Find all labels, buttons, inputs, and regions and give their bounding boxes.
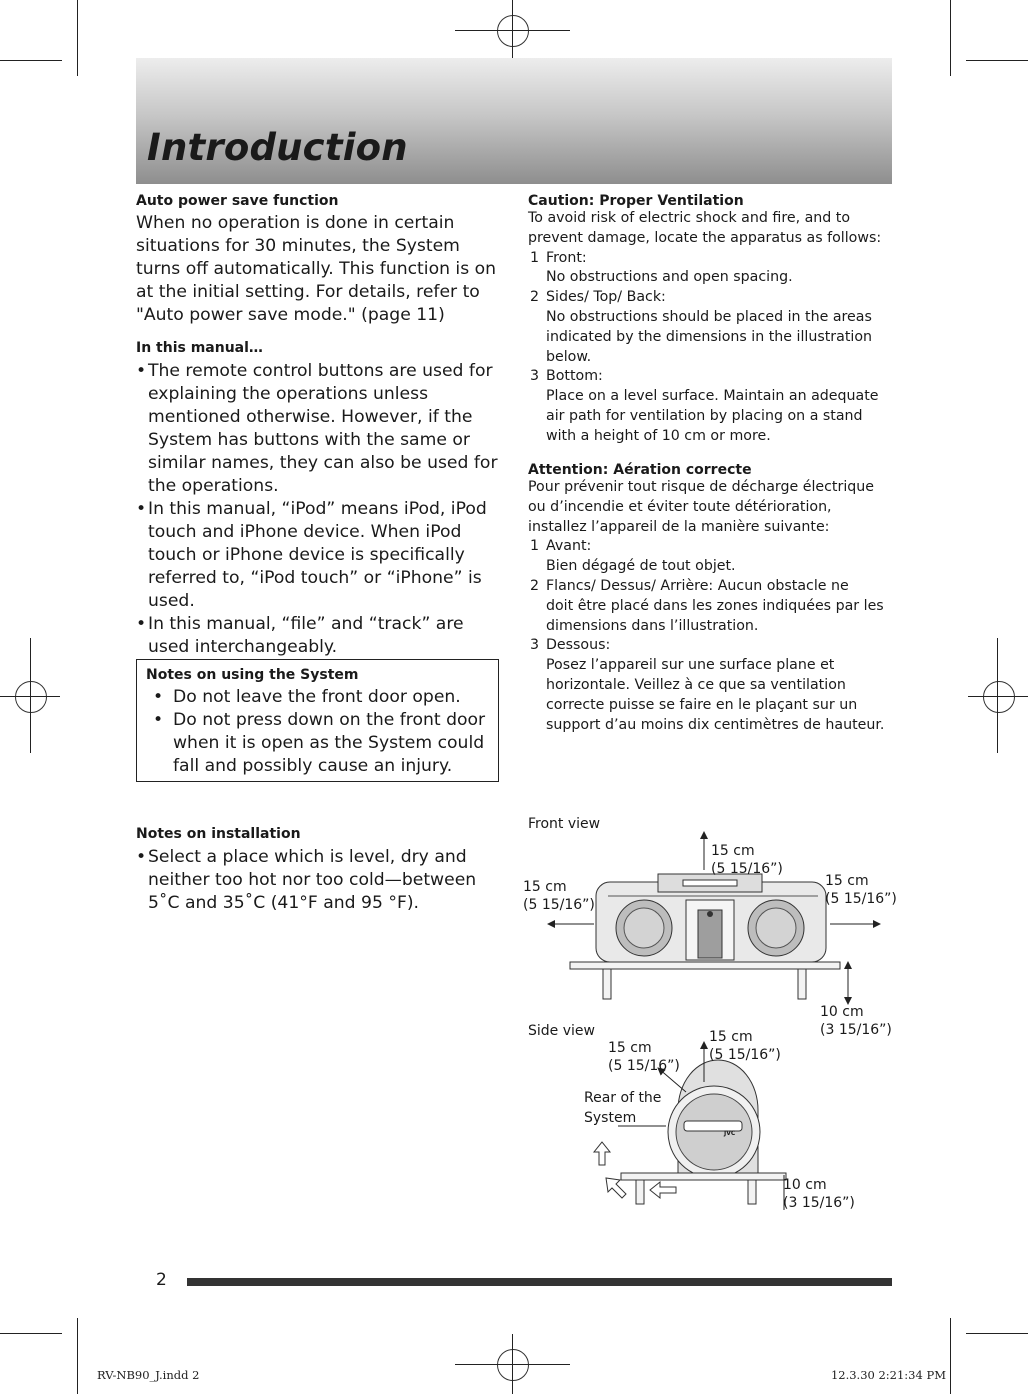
bottom-clearance-in: (3 15/16”) <box>820 1022 892 1038</box>
rear-label-line2: System <box>584 1110 637 1126</box>
side-clearance-b: 15 cm <box>709 1029 753 1045</box>
side-bottom-clearance: 10 cm <box>783 1177 827 1193</box>
list-item: • In this manual, “iPod” means iPod, iPod touch and iPhone device. When iPod touch or iPhone device is specifically referred to, “iPod touch” or “iPhone” is used. <box>136 498 498 613</box>
list-item: • In this manual, “file” and “track” are used interchangeably. <box>136 613 498 659</box>
side-clearance-a: 15 cm <box>608 1040 652 1056</box>
page-number: 2 <box>156 1270 167 1290</box>
auto-power-section <box>136 193 498 327</box>
side-boombox-icon <box>668 1060 760 1178</box>
slug-file: RV-NB90_J.indd 2 <box>97 1368 200 1382</box>
left-clearance: 15 cm <box>523 879 567 895</box>
side-stand <box>621 1173 786 1204</box>
manual-section <box>136 340 498 659</box>
front-boombox-icon <box>596 874 826 962</box>
front-stand <box>570 962 840 999</box>
auto-power-heading: Auto power save function <box>136 193 339 209</box>
list-item: 1 Front: No obstructions and open spacing. <box>530 249 793 286</box>
notes-box <box>136 659 499 782</box>
top-clearance: 15 cm <box>711 843 755 859</box>
caution-intro: To avoid risk of electric shock and fire, and to prevent damage, locate the apparatus as follows: <box>528 210 882 246</box>
list-item: • Do not leave the front door open. <box>146 686 491 709</box>
attention-section <box>528 462 890 735</box>
installation-section <box>136 826 498 915</box>
ventilation-figure <box>518 810 898 1220</box>
footer-bar <box>187 1278 892 1286</box>
brand-logo: JVC <box>724 1130 736 1137</box>
auto-power-text: When no operation is done in certain situations for 30 minutes, the System turns off automatically. This function is on at the initial setting. For details, refer to "Auto power save mode." (page 11) <box>136 213 497 325</box>
manual-heading: In this manual… <box>136 340 263 356</box>
bottom-clearance: 10 cm <box>820 1004 864 1020</box>
list-item: 2 Flancs/ Dessus/ Arrière: Aucun obstacle ne doit être placé dans les zones indiquées par les dimensions dans l’illustration. <box>530 577 884 634</box>
list-item: 3 Bottom: Place on a level surface. Maintain an adequate air path for ventilation by placing on a stand with a height of 10 cm or more. <box>530 368 879 444</box>
right-clearance: 15 cm <box>825 873 869 889</box>
front-view-label: Front view <box>528 816 601 832</box>
attention-heading: Attention: Aération correcte <box>528 462 752 478</box>
side-view-label: Side view <box>528 1023 595 1039</box>
caution-section <box>528 193 890 447</box>
page-title: Introduction <box>147 126 408 169</box>
section-header <box>136 58 892 184</box>
list-item: 3 Dessous: Posez l’appareil sur une surface plane et horizontale. Veillez à ce que sa ventilation correcte puisse se faire en le plaçant sur un support d’au moins dix centimètres de hauteur. <box>530 637 885 733</box>
attention-intro: Pour prévenir tout risque de décharge électrique ou d’incendie et éviter toute détérioration, installez l’appareil de la manière suivante: <box>528 479 874 535</box>
list-item: • The remote control buttons are used for explaining the operations unless mentioned otherwise. However, if the System has buttons with the same or similar names, they can also be used for the operations. <box>136 360 498 498</box>
caution-heading: Caution: Proper Ventilation <box>528 193 744 209</box>
installation-heading: Notes on installation <box>136 826 301 842</box>
list-item: 2 Sides/ Top/ Back: No obstructions should be placed in the areas indicated by the dimensions in the illustration below. <box>530 289 872 365</box>
side-bottom-clearance-in: (3 15/16”) <box>783 1195 855 1211</box>
top-clearance-in: (5 15/16”) <box>711 861 783 877</box>
list-item: • Do not press down on the front door when it is open as the System could fall and possibly cause an injury. <box>146 709 491 778</box>
slug-timestamp: 12.3.30 2:21:34 PM <box>830 1368 946 1382</box>
list-item: 1 Avant: Bien dégagé de tout objet. <box>530 538 736 575</box>
side-clearance-a-in: (5 15/16”) <box>608 1058 680 1074</box>
left-clearance-in: (5 15/16”) <box>523 897 595 913</box>
notes-heading: Notes on using the System <box>146 667 359 683</box>
right-clearance-in: (5 15/16”) <box>825 891 897 907</box>
rear-label-line1: Rear of the <box>584 1090 662 1106</box>
list-item: • Select a place which is level, dry and neither too hot nor too cold—between 5˚C and 35˚C (41°F and 95 °F). <box>136 846 498 915</box>
side-clearance-b-in: (5 15/16”) <box>709 1047 781 1063</box>
